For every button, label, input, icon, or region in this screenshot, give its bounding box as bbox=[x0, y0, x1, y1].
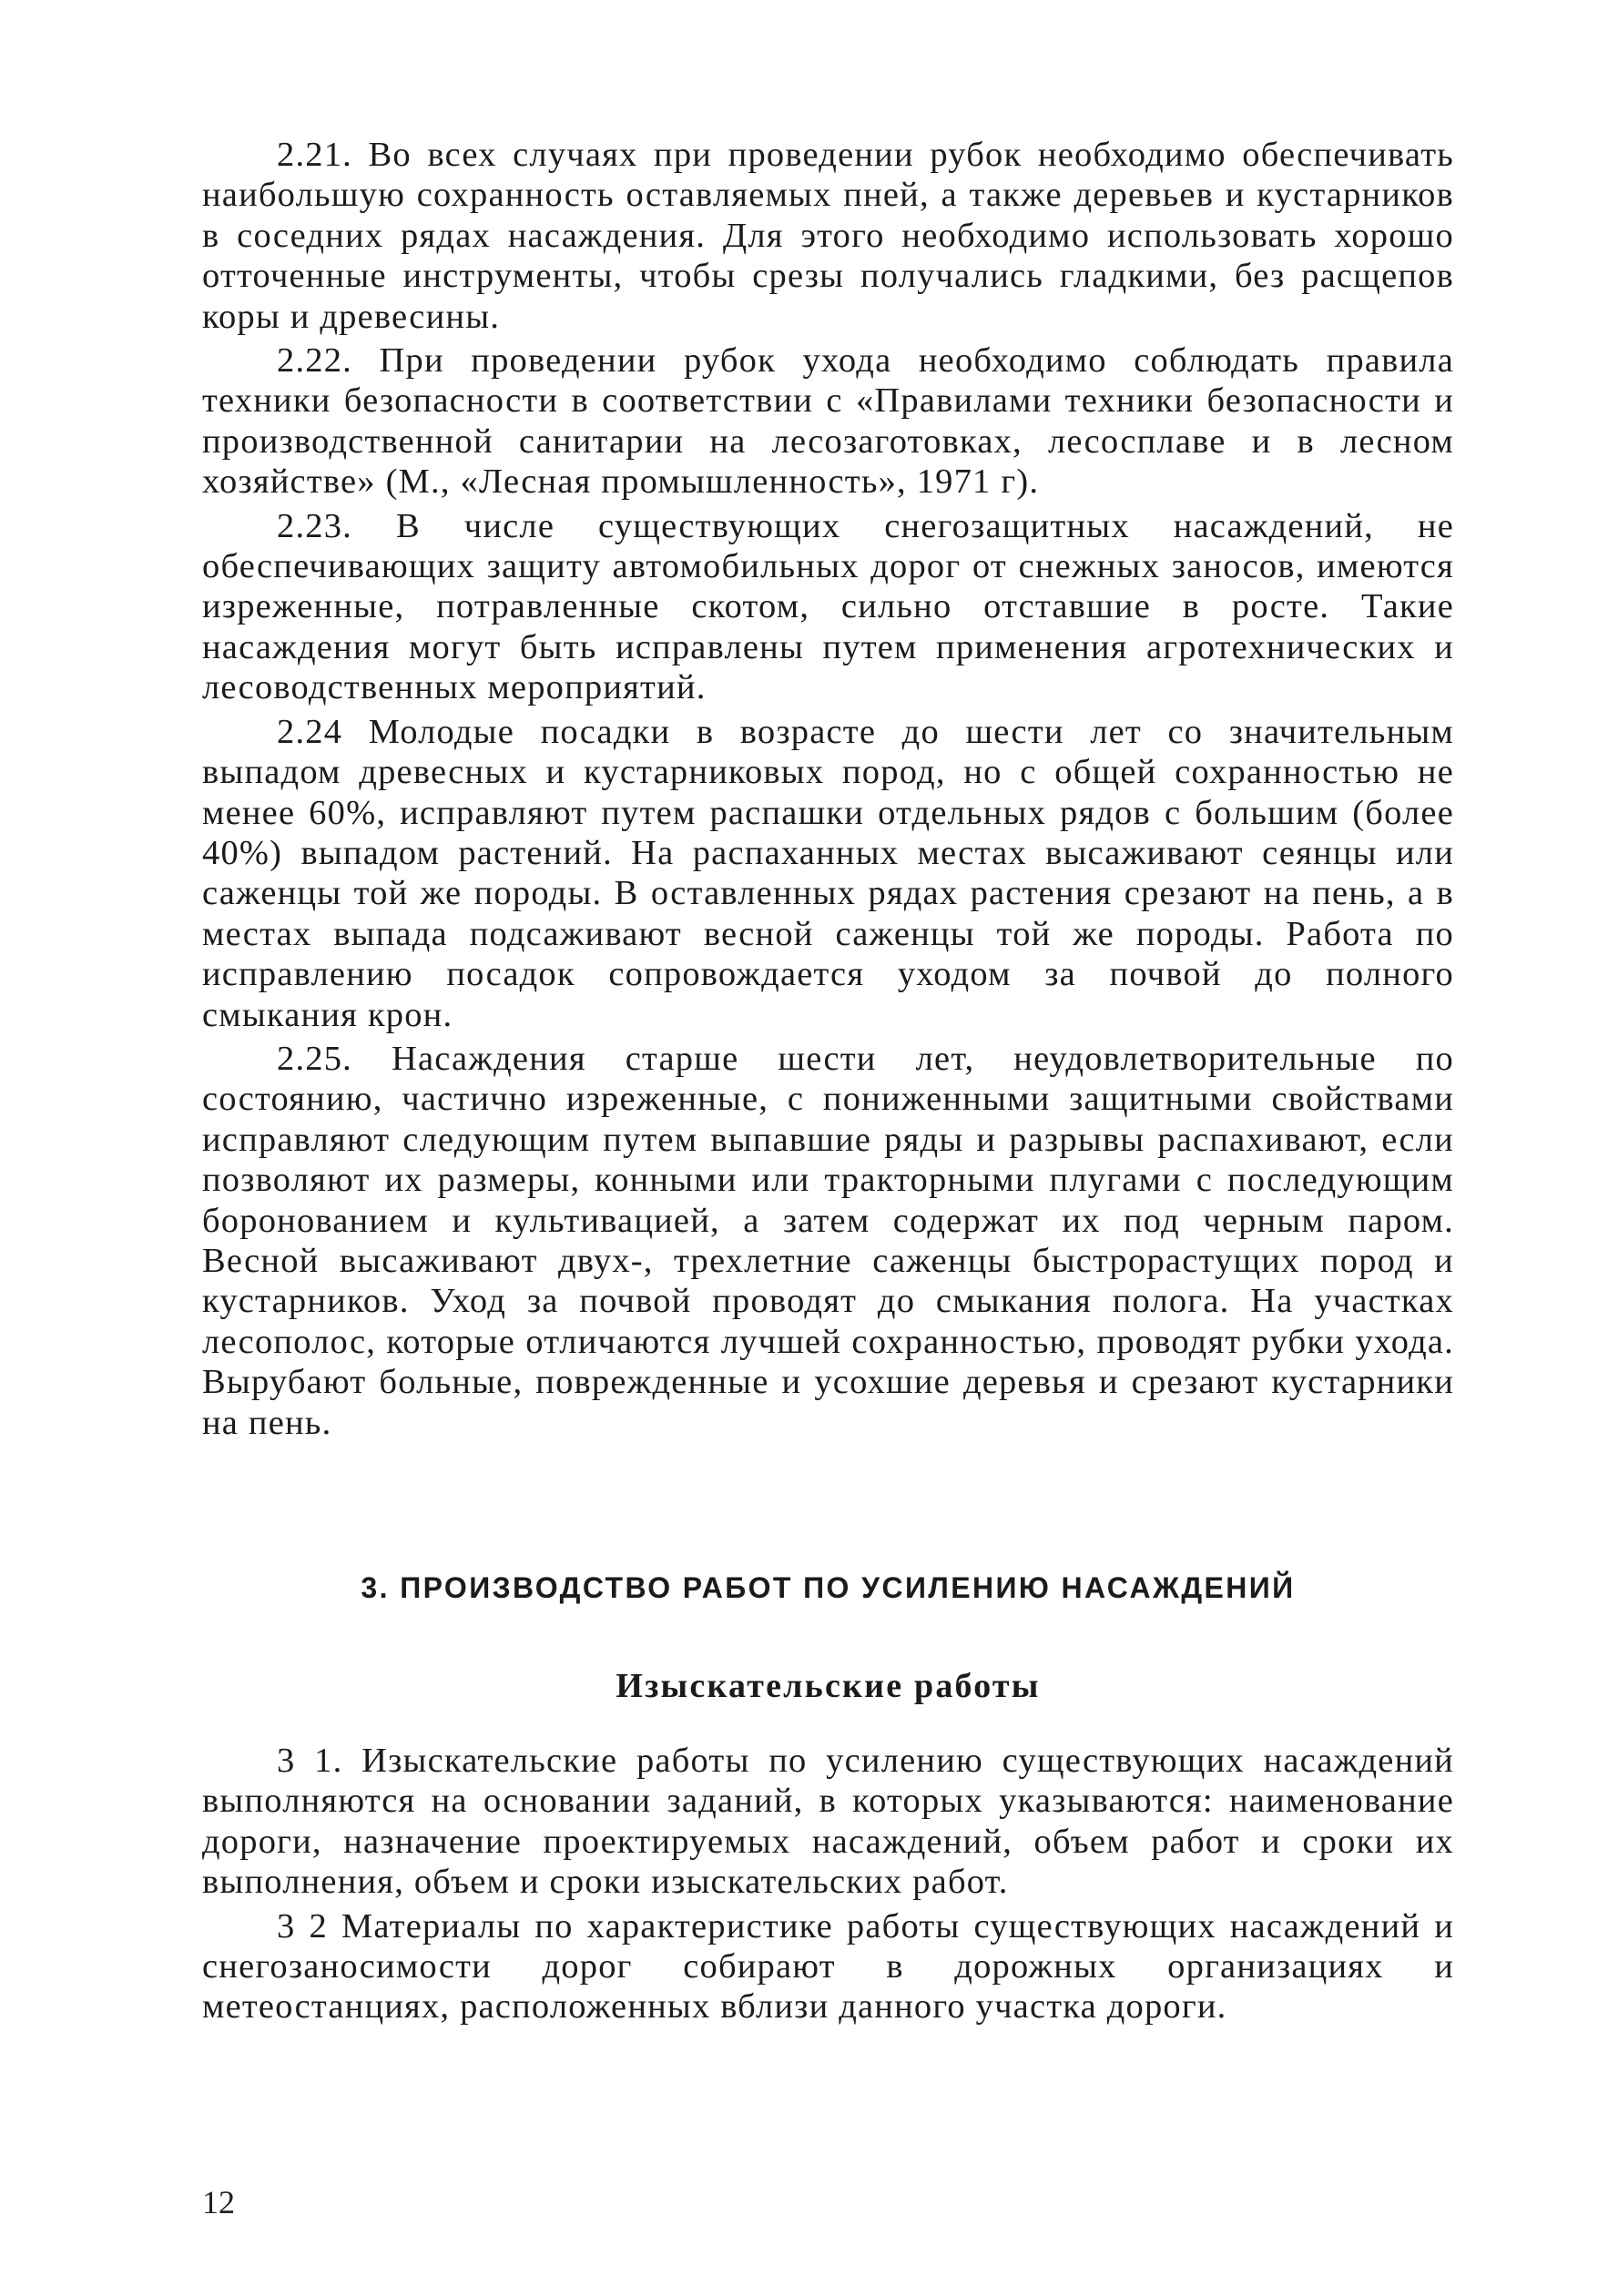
bottom-text-block bbox=[202, 1741, 1454, 2027]
top-text-block bbox=[202, 135, 1454, 1443]
page-number: 12 bbox=[202, 2184, 235, 2220]
paragraph-2-22: 2.22. При проведении рубок ухода необходимо соблюдать правила техники безопасности в соответствии с «Правилами техники безопасности и производственной санитарии на лесозаготовках, лесосплаве и в лесном хозяйстве» (М., «Лесная промышленность», 1971 г). bbox=[202, 341, 1454, 502]
paragraph-2-25: 2.25. Насаждения старше шести лет, неудовлетворительные по состоянию, частично изреженные, с пониженными защитными свойствами исправляют следующим путем выпавшие ряды и разрывы распахивают, если позволяют их размеры, конными или тракторными плугами с последующим боронованием и культивацией, а затем содержат их под черным паром. Весной высаживают двух-, трехлетние саженцы быстрорастущих пород и кустарников. Уход за почвой проводят до смыкания полога. На участках лесополос, которые отличаются лучшей сохранностью, проводят рубки ухода. Вырубают больные, поврежденные и усохшие деревья и срезают кустарники на пень. bbox=[202, 1039, 1454, 1442]
paragraph-3-2: 3 2 Материалы по характеристике работы существующих насаждений и снегозаносимости дорог собирают в дорожных организациях и метеостанциях, расположенных вблизи данного участка дороги. bbox=[202, 1906, 1454, 2027]
paragraph-2-23: 2.23. В числе существующих снегозащитных насаждений, не обеспечивающих защиту автомобильных дорог от снежных заносов, имеются изреженные, потравленные скотом, сильно отставшие в росте. Такие насаждения могут быть исправлены путем применения агротехнических и лесоводственных мероприятий. bbox=[202, 506, 1454, 707]
paragraph-3-1: 3 1. Изыскательские работы по усилению существующих насаждений выполняются на основании заданий, в которых указываются: наименование дороги, назначение проектируемых насаждений, объем работ и сроки их выполнения, объем и сроки изыскательских работ. bbox=[202, 1742, 1454, 1902]
paragraph-2-24: 2.24 Молодые посадки в возрасте до шести лет со значительным выпадом древесных и кустарниковых пород, но с общей сохранностью не менее 60%, исправляют путем распашки отдельных рядов с большим (более 40%) выпадом растений. На распаханных местах высаживают сеянцы или саженцы той же породы. В оставленных рядах растения срезают на пень, а в местах выпада подсаживают весной саженцы той же породы. Работа по исправлению посадок сопровождается уходом за почвой до полного смыкания крон. bbox=[202, 712, 1454, 1034]
paragraph-2-21: 2.21. Во всех случаях при проведении рубок необходимо обеспечивать наибольшую сохранность оставляемых пней, а также деревьев и кустарников в соседних рядах насаждения. Для этого необходимо использовать хорошо отточенные инструменты, чтобы срезы получались гладкими, без расщепов коры и древесины. bbox=[202, 136, 1454, 336]
subsection-heading: Изыскательские работы bbox=[616, 1667, 1041, 1705]
section-heading: 3. ПРОИЗВОДСТВО РАБОТ ПО УСИЛЕНИЮ НАСАЖДЕНИЙ bbox=[361, 1571, 1296, 1604]
